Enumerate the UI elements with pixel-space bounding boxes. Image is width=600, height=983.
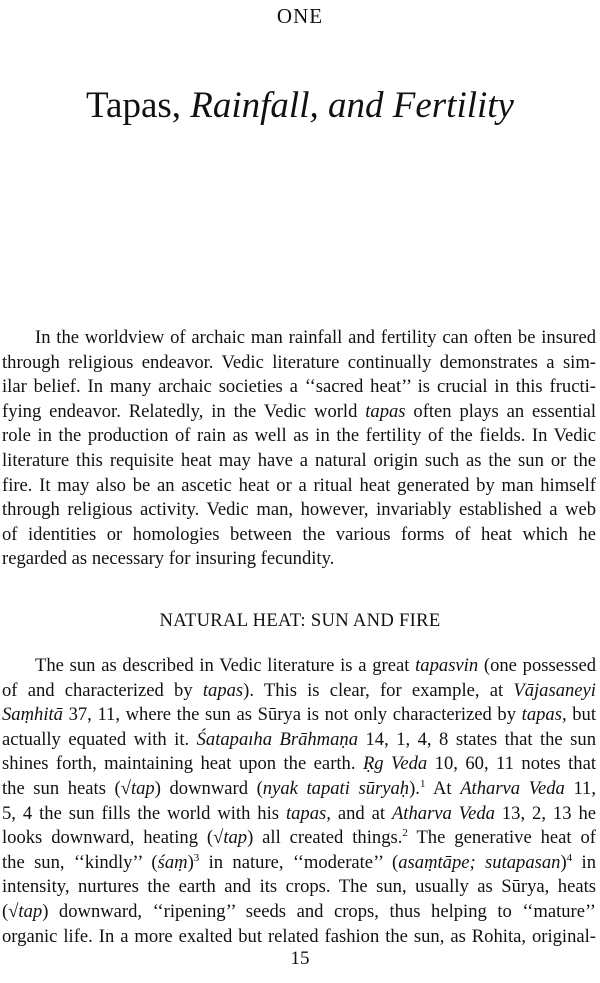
text-line: through religious endeavor. Vedic literature continually demonstrates a sim- <box>2 351 596 373</box>
text-span: often plays an essential <box>405 400 596 422</box>
text-span: in <box>572 851 596 873</box>
text-span: At <box>425 777 461 799</box>
italic-term: Atharva Veda <box>391 802 495 824</box>
radical-sign-icon: √ <box>8 900 19 922</box>
radical-sign-icon: √ <box>120 777 131 799</box>
text-span: 13, 2, 13 he <box>494 802 596 824</box>
italic-term: nyak tapati sūryaḥ <box>262 777 410 799</box>
text-line: In the worldview of archaic man rainfall and fertility can often be insured <box>35 327 596 348</box>
text-span: looks downward, heating ( <box>2 827 214 849</box>
chapter-number: ONE <box>276 4 324 28</box>
italic-term: tap <box>223 827 248 849</box>
text-line <box>2 777 596 802</box>
text-span: ) downward, ‘‘ripening’’ seeds and crops, thus helping to ‘‘mature’’ <box>42 900 596 922</box>
chapter-title-roman: Tapas, <box>86 85 182 126</box>
page-number: 15 <box>290 948 310 969</box>
section-paragraph <box>2 654 596 949</box>
text-span: but <box>566 704 596 726</box>
italic-term: Ṛg Veda <box>362 753 428 775</box>
section-heading: NATURAL HEAT: SUN AND FIRE <box>159 610 441 631</box>
text-line <box>2 679 596 704</box>
text-line <box>2 728 596 753</box>
text-line <box>2 851 596 876</box>
footnote-marker[interactable]: 1 <box>419 777 426 790</box>
text-line: intensity, nurtures the earth and its crops. The sun, usually as Sūrya, heats <box>2 876 596 898</box>
italic-term: tapas, <box>285 802 331 824</box>
italic-term: tapas <box>365 400 406 422</box>
footnote-marker[interactable]: 4 <box>566 851 573 864</box>
radical-sign-icon: √ <box>213 827 224 849</box>
text-span: ) downward ( <box>154 777 263 799</box>
text-span: 37, 11, where the sun as Sūrya is not only characterized by <box>62 704 522 726</box>
text-span: and at <box>330 802 392 824</box>
text-line <box>2 400 596 425</box>
text-span: 5, 4 the sun fills the world with his <box>2 802 286 824</box>
text-span: the sun heats ( <box>2 777 121 799</box>
text-span: 10, 60, 11 notes that <box>427 753 596 775</box>
text-line <box>2 752 596 777</box>
text-span: ) <box>187 851 194 873</box>
italic-term: śaṃ <box>157 851 188 873</box>
text-span: ). <box>409 777 420 799</box>
text-span: of and characterized by <box>2 679 203 701</box>
text-span: 11, <box>564 777 597 799</box>
italic-term: Saṃhitā <box>2 704 63 726</box>
text-span: ). This is clear, for example, at <box>243 679 514 701</box>
text-line: role in the production of rain as well as in the fertility of the fields. In Vedic <box>2 425 596 447</box>
italic-term: Atharva Veda <box>460 777 565 799</box>
intro-paragraph <box>2 326 596 572</box>
italic-term: asaṃtāpe; sutapasan <box>398 851 561 873</box>
text-line: organic life. In a more exalted but related fashion the sun, as Rohita, original- <box>2 925 596 947</box>
text-line: ilar belief. In many archaic societies a ‘‘sacred heat’’ is crucial in this fructi- <box>2 376 596 398</box>
text-line: regarded as necessary for insuring fecundity. <box>2 548 335 570</box>
text-span: fying endeavor. Relatedly, in the Vedic world <box>2 400 366 422</box>
text-span: The generative heat of <box>407 827 596 849</box>
footnote-marker[interactable]: 2 <box>402 827 408 840</box>
text-span: The sun as described in Vedic literature is a great <box>35 655 416 676</box>
text-span: ( <box>2 900 9 922</box>
text-span: in nature, ‘‘moderate’’ ( <box>199 851 399 873</box>
italic-term: tapas, <box>521 704 567 726</box>
text-line: of identities or homologies between the various forms of heat which he <box>2 523 596 545</box>
text-span: ) all created things. <box>247 827 403 849</box>
chapter-title-italic: Rainfall, and Fertility <box>190 85 514 126</box>
text-line <box>2 826 596 851</box>
text-span: (one possessed <box>478 655 596 676</box>
text-line <box>2 900 596 925</box>
text-span: 14, 1, 4, 8 states that the sun <box>358 728 596 750</box>
chapter-title <box>0 84 600 127</box>
text-line: fire. It may also be an ascetic heat or a ritual heat generated by man himself <box>2 474 596 496</box>
italic-term: tap <box>18 900 43 922</box>
text-span: ) <box>560 851 567 873</box>
footnote-marker[interactable]: 3 <box>193 851 200 864</box>
text-span: the sun, ‘‘kindly’’ ( <box>2 851 158 873</box>
italic-term: Vājasaneyi <box>513 679 596 701</box>
text-line <box>2 654 596 679</box>
italic-term: Śatapaıha Brāhmaṇa <box>196 728 359 750</box>
text-line: through religious activity. Vedic man, however, invariably established a web <box>2 499 596 521</box>
text-line <box>2 703 596 728</box>
italic-term: tapas <box>202 679 244 701</box>
text-line <box>2 802 596 827</box>
text-line: literature this requisite heat may have a natural origin such as the sun or the <box>2 449 596 471</box>
text-span: shines forth, maintaining heat upon the earth. <box>2 753 363 775</box>
text-span: actually equated with it. <box>2 728 197 750</box>
italic-term: tap <box>130 777 155 799</box>
italic-term: tapasvin <box>415 655 479 676</box>
